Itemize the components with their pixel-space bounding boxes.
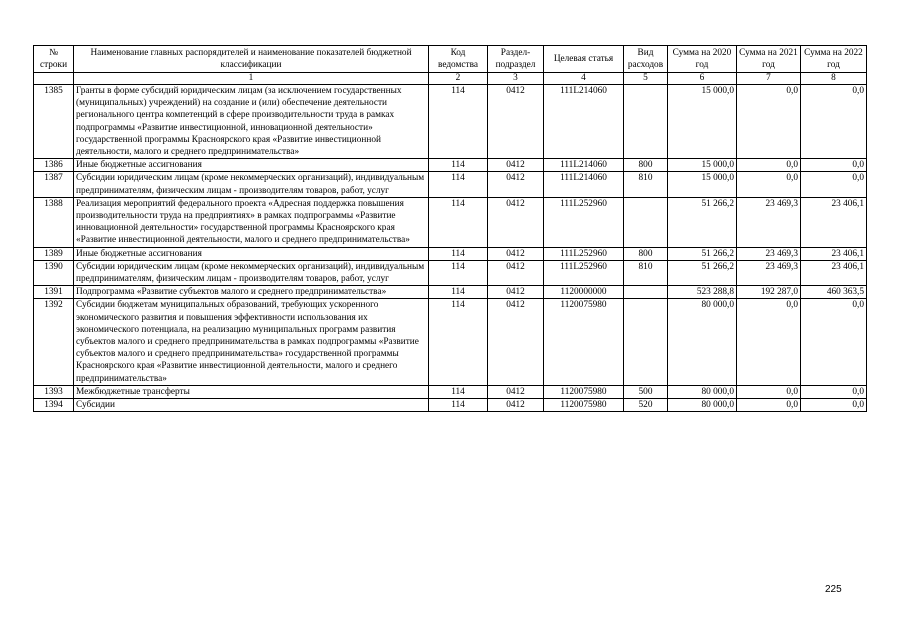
row-number-cell: 1390 [34, 260, 74, 285]
amount-2022-cell: 0,0 [801, 159, 867, 172]
amount-2020-cell: 80 000,0 [668, 385, 737, 398]
column-number-cell: 2 [429, 73, 488, 85]
row-name-cell: Субсидии [74, 399, 429, 412]
amount-2021-cell: 23 469,3 [737, 247, 801, 260]
row-number-cell: 1393 [34, 385, 74, 398]
section-cell: 0412 [488, 247, 544, 260]
target-article-cell: 111L214060 [544, 85, 624, 159]
row-name-cell: Субсидии юридическим лицам (кроме некоммерческих организаций), индивидуальным предпринимателям, физическим лицам - производителям товаров, работ, услуг [74, 172, 429, 197]
row-number-cell: 1389 [34, 247, 74, 260]
expense-type-cell: 800 [624, 247, 668, 260]
column-number-cell: 5 [624, 73, 668, 85]
row-name-cell: Иные бюджетные ассигнования [74, 247, 429, 260]
row-name-cell: Реализация мероприятий федерального проекта «Адресная поддержка повышения производительности труда на предприятиях» в рамках подпрограммы «Развитие инновационной деятельности» государственной программы Красноярского края «Развитие инвестиционной деятельности, малого и среднего предпринимательства» [74, 197, 429, 247]
amount-2022-cell: 23 406,1 [801, 247, 867, 260]
department-code-cell: 114 [429, 260, 488, 285]
target-article-cell: 111L252960 [544, 247, 624, 260]
amount-2021-cell: 23 469,3 [737, 260, 801, 285]
amount-2020-cell: 80 000,0 [668, 399, 737, 412]
target-article-cell: 1120075980 [544, 299, 624, 385]
row-number-cell: 1385 [34, 85, 74, 159]
amount-2022-cell: 0,0 [801, 172, 867, 197]
table-row [34, 85, 867, 159]
section-cell: 0412 [488, 260, 544, 285]
header-cell: Целевая статья [544, 46, 624, 73]
amount-2022-cell: 0,0 [801, 385, 867, 398]
amount-2021-cell: 0,0 [737, 85, 801, 159]
amount-2021-cell: 0,0 [737, 399, 801, 412]
row-name-cell: Подпрограмма «Развитие субъектов малого и среднего предпринимательства» [74, 286, 429, 299]
amount-2021-cell: 0,0 [737, 299, 801, 385]
amount-2020-cell: 51 266,2 [668, 247, 737, 260]
amount-2021-cell: 23 469,3 [737, 197, 801, 247]
header-cell: Код ведомства [429, 46, 488, 73]
header-cell: Вид расходов [624, 46, 668, 73]
amount-2020-cell: 51 266,2 [668, 260, 737, 285]
amount-2020-cell: 523 288,8 [668, 286, 737, 299]
amount-2020-cell: 15 000,0 [668, 85, 737, 159]
section-cell: 0412 [488, 299, 544, 385]
table-row [34, 172, 867, 197]
target-article-cell: 1120000000 [544, 286, 624, 299]
amount-2020-cell: 15 000,0 [668, 159, 737, 172]
amount-2021-cell: 0,0 [737, 385, 801, 398]
department-code-cell: 114 [429, 399, 488, 412]
section-cell: 0412 [488, 197, 544, 247]
expense-type-cell: 810 [624, 172, 668, 197]
table-row [34, 247, 867, 260]
amount-2022-cell: 0,0 [801, 299, 867, 385]
column-number-cell: 3 [488, 73, 544, 85]
amount-2022-cell: 460 363,5 [801, 286, 867, 299]
expense-type-cell: 520 [624, 399, 668, 412]
amount-2020-cell: 80 000,0 [668, 299, 737, 385]
budget-table [33, 45, 867, 412]
row-number-cell: 1394 [34, 399, 74, 412]
target-article-cell: 111L252960 [544, 260, 624, 285]
table-row [34, 260, 867, 285]
section-cell: 0412 [488, 85, 544, 159]
expense-type-cell: 500 [624, 385, 668, 398]
target-article-cell: 1120075980 [544, 399, 624, 412]
header-cell: Раздел-подраздел [488, 46, 544, 73]
row-number-cell: 1392 [34, 299, 74, 385]
target-article-cell: 111L252960 [544, 197, 624, 247]
row-number-cell: 1391 [34, 286, 74, 299]
section-cell: 0412 [488, 159, 544, 172]
table-row [34, 299, 867, 385]
section-cell: 0412 [488, 286, 544, 299]
section-cell: 0412 [488, 399, 544, 412]
table-body [34, 85, 867, 412]
department-code-cell: 114 [429, 172, 488, 197]
column-number-cell: 1 [74, 73, 429, 85]
table-header [34, 46, 867, 85]
expense-type-cell: 810 [624, 260, 668, 285]
column-number-cell: 4 [544, 73, 624, 85]
column-number-cell: 6 [668, 73, 737, 85]
amount-2020-cell: 51 266,2 [668, 197, 737, 247]
amount-2022-cell: 0,0 [801, 85, 867, 159]
amount-2022-cell: 0,0 [801, 399, 867, 412]
expense-type-cell [624, 299, 668, 385]
table-row [34, 159, 867, 172]
header-cell: Сумма на 2022 год [801, 46, 867, 73]
amount-2020-cell: 15 000,0 [668, 172, 737, 197]
amount-2021-cell: 0,0 [737, 172, 801, 197]
row-number-cell: 1386 [34, 159, 74, 172]
expense-type-cell [624, 85, 668, 159]
department-code-cell: 114 [429, 299, 488, 385]
department-code-cell: 114 [429, 247, 488, 260]
target-article-cell: 111L214060 [544, 159, 624, 172]
column-number-cell: 8 [801, 73, 867, 85]
header-cell: Сумма на 2021 год [737, 46, 801, 73]
header-cell: № строки [34, 46, 74, 73]
table-row [34, 385, 867, 398]
section-cell: 0412 [488, 172, 544, 197]
department-code-cell: 114 [429, 197, 488, 247]
amount-2022-cell: 23 406,1 [801, 260, 867, 285]
amount-2022-cell: 23 406,1 [801, 197, 867, 247]
expense-type-cell [624, 286, 668, 299]
column-number-row [34, 73, 867, 85]
amount-2021-cell: 192 287,0 [737, 286, 801, 299]
column-number-cell [34, 73, 74, 85]
department-code-cell: 114 [429, 385, 488, 398]
header-cell: Сумма на 2020 год [668, 46, 737, 73]
expense-type-cell: 800 [624, 159, 668, 172]
target-article-cell: 1120075980 [544, 385, 624, 398]
amount-2021-cell: 0,0 [737, 159, 801, 172]
row-name-cell: Иные бюджетные ассигнования [74, 159, 429, 172]
table-row [34, 197, 867, 247]
department-code-cell: 114 [429, 159, 488, 172]
row-number-cell: 1387 [34, 172, 74, 197]
expense-type-cell [624, 197, 668, 247]
row-name-cell: Субсидии бюджетам муниципальных образований, требующих ускоренного экономического развития и повышения эффективности использования их экономического потенциала, на реализацию муниципальных программ развития субъектов малого и среднего предпринимательства в рамках подпрограммы «Развитие субъектов малого и среднего предпринимательства» государственной программы Красноярского края «Развитие инвестиционной деятельности, малого и среднего предпринимательства» [74, 299, 429, 385]
row-name-cell: Субсидии юридическим лицам (кроме некоммерческих организаций), индивидуальным предпринимателям, физическим лицам - производителям товаров, работ, услуг [74, 260, 429, 285]
page-number: 225 [825, 584, 842, 595]
row-name-cell: Межбюджетные трансферты [74, 385, 429, 398]
header-cell: Наименование главных распорядителей и наименование показателей бюджетной классификации [74, 46, 429, 73]
row-number-cell: 1388 [34, 197, 74, 247]
table-row [34, 286, 867, 299]
section-cell: 0412 [488, 385, 544, 398]
target-article-cell: 111L214060 [544, 172, 624, 197]
header-row [34, 46, 867, 73]
column-number-cell: 7 [737, 73, 801, 85]
department-code-cell: 114 [429, 85, 488, 159]
row-name-cell: Гранты в форме субсидий юридическим лицам (за исключением государственных (муниципальных) учреждений) на создание и (или) обеспечение деятельности регионального центра компетенций в сфере производительности труда в рамках подпрограммы «Развитие инвестиционной, инновационной деятельности» государственной программы Красноярского края «Развитие инвестиционной деятельности, малого и среднего предпринимательства» [74, 85, 429, 159]
department-code-cell: 114 [429, 286, 488, 299]
table-row [34, 399, 867, 412]
